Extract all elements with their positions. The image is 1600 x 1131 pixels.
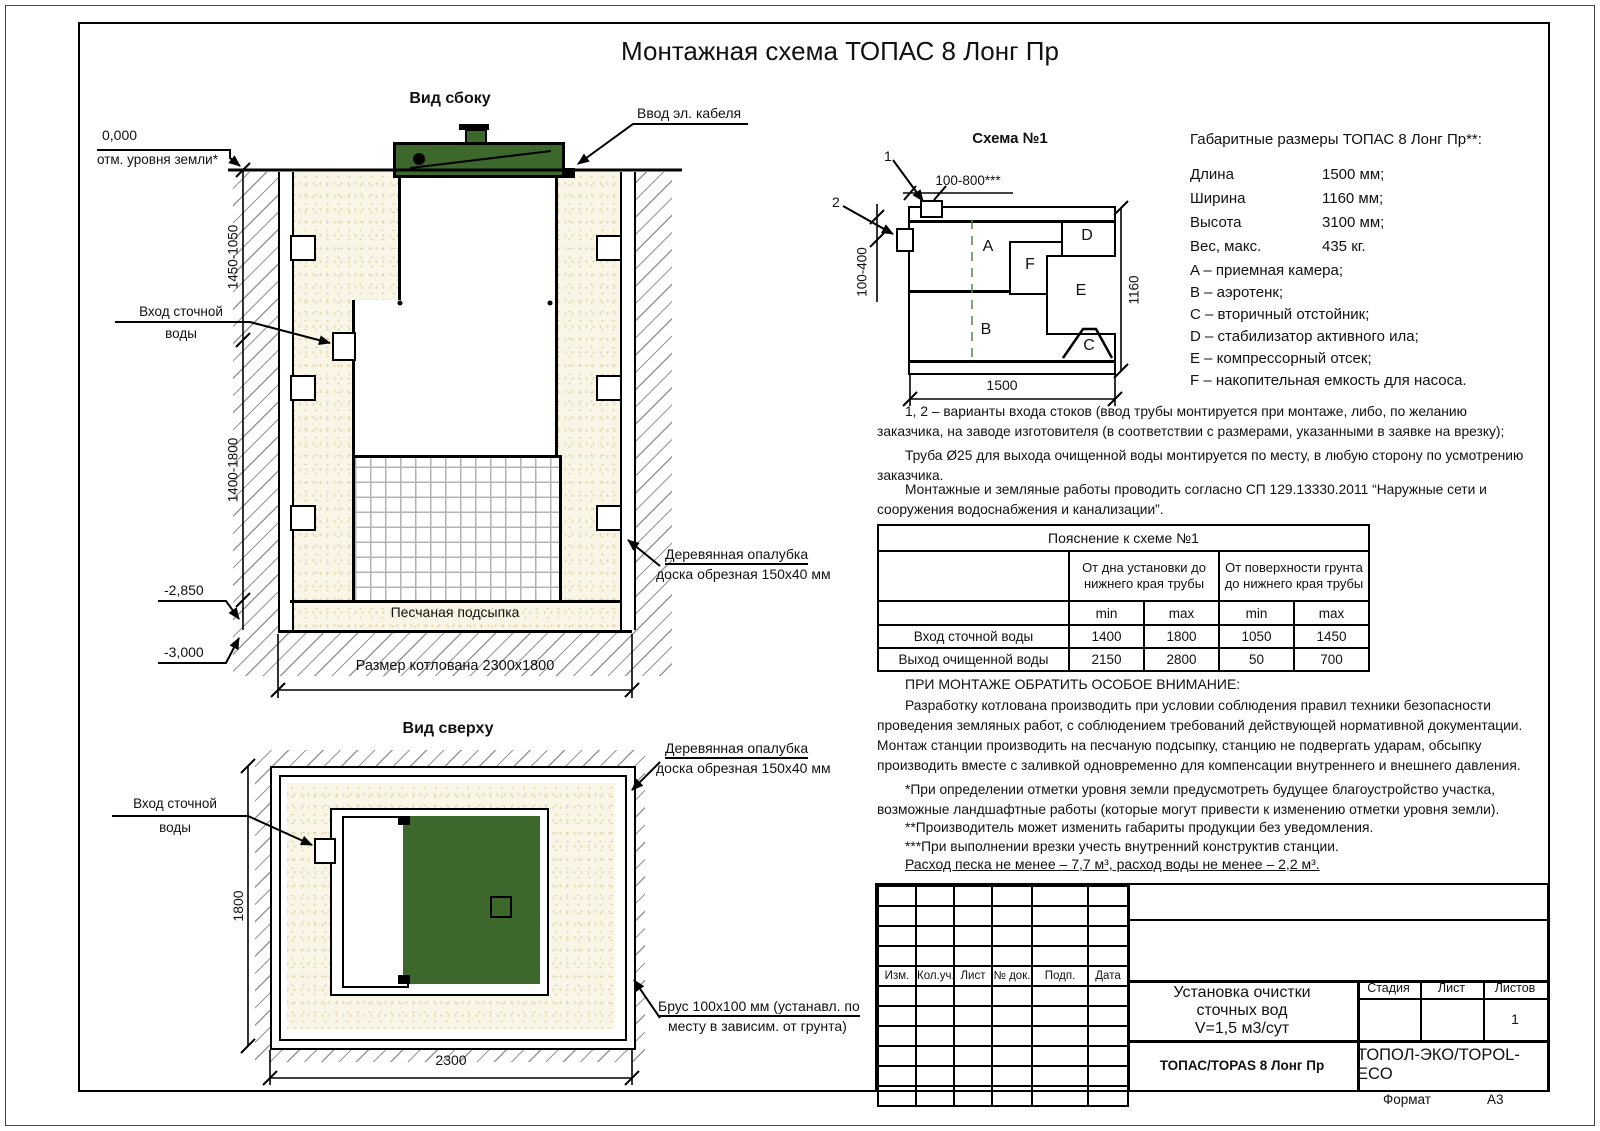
formwork-right [620, 172, 636, 630]
rev-cell [954, 1066, 992, 1086]
rev-cell [916, 1086, 954, 1106]
rev-cell [992, 926, 1032, 946]
formwork-cleat [596, 375, 622, 401]
rev-header-list: Лист [954, 966, 992, 986]
lid-hinge-bottom [398, 975, 410, 984]
doc-title-line2: сточных вод [1196, 1002, 1288, 1019]
beam-label-1: Брус 100x100 мм (устанавл. по [658, 998, 860, 1017]
schema-mark-2: 2 [832, 194, 840, 210]
min-header: min [1069, 601, 1144, 625]
rev-cell [916, 926, 954, 946]
rev-cell [1032, 1026, 1088, 1046]
legend-item: C – вторичный отстойник; [1190, 306, 1370, 323]
explain-col-group-2: От поверхности грунта до нижнего края трубы [1219, 551, 1369, 601]
tank-neck-top [342, 816, 409, 988]
page-title: Монтажная схема ТОПАС 8 Лонг Пр [621, 36, 1059, 66]
schema-inlet-2 [896, 228, 914, 252]
warning-body: Разработку котлована производить при условии соблюдения правил техники безопасности проведения земляных работ, с соблюдением требований действующей нормативной документации. Монтаж станции производить на песчаную подсыпку, станцию не подвергать ударам, обсыпку производить вместе с заливкой одновременно для компенсации внутреннего и внешнего давления. [877, 698, 1523, 773]
rev-cell [1088, 946, 1128, 966]
gravel-base [352, 455, 562, 603]
rev-header-podp: Подп. [1032, 966, 1088, 986]
cell-value: 1800 [1144, 625, 1219, 648]
rev-cell [1088, 1066, 1128, 1086]
schema-dim-bottom: 1500 [986, 377, 1018, 393]
lid-hinge-top [398, 816, 410, 825]
rev-cell [916, 986, 954, 1006]
revision-table [877, 885, 1129, 1107]
explain-table-title: Пояснение к схеме №1 [878, 525, 1369, 551]
vent-square-top [490, 896, 512, 918]
rev-cell [992, 986, 1032, 1006]
beam-label-2: месту в зависим. от грунта) [668, 1018, 847, 1034]
dim-1400-1800: 1400-1800 [225, 437, 241, 503]
rev-cell [954, 946, 992, 966]
schema-label-f: F [1025, 256, 1035, 273]
legend-item: B – аэротенк; [1190, 284, 1284, 301]
tank-lid-top [403, 816, 540, 984]
rev-cell [1088, 1046, 1128, 1066]
rev-cell [1088, 1086, 1128, 1106]
rev-cell [954, 926, 992, 946]
max-header: max [1294, 601, 1369, 625]
rev-cell [878, 1046, 916, 1066]
min-header: min [1219, 601, 1294, 625]
zero-elevation-label: 0,000 [102, 127, 138, 143]
formwork-cleat [290, 235, 316, 261]
max-header: max [1144, 601, 1219, 625]
schema-title: Схема №1 [972, 130, 1048, 147]
rev-cell [954, 1026, 992, 1046]
rev-cell [1088, 926, 1128, 946]
note-variants: 1, 2 – варианты входа стоков (ввод трубы монтируется при монтаже, либо, по желанию заказчика, на заводе изготовителя (в соответствии с размерами, указанными в заявке на врезку); [877, 404, 1505, 439]
cell-value: 2800 [1144, 648, 1219, 671]
spec-label: Длина [1190, 166, 1234, 183]
schema-dim-right: 1160 [1126, 275, 1142, 305]
row-label: Выход очищенной воды [878, 648, 1069, 671]
rev-header-data: Дата [1088, 966, 1128, 986]
elev-3000-label: -3,000 [164, 644, 204, 660]
cell-value: 1400 [1069, 625, 1144, 648]
sheets-value: 1 [1511, 1011, 1519, 1027]
rev-cell [954, 986, 992, 1006]
sand-bedding-label: Песчаная подсыпка [390, 604, 520, 620]
rev-cell [992, 1026, 1032, 1046]
rev-cell [916, 946, 954, 966]
schema-label-c: C [1083, 337, 1095, 354]
stage-header: Стадия [1367, 981, 1410, 995]
side-view-label: Вид сбоку [409, 90, 491, 107]
schema-dim-top: 100-800*** [935, 173, 1001, 188]
rev-cell [1032, 1006, 1088, 1026]
tank-neck [398, 172, 558, 300]
schema-label-b: B [980, 321, 992, 338]
dim-1450-1050: 1450-1050 [225, 224, 241, 290]
inlet-label-top-2: воды [159, 820, 191, 835]
schema-dim-left: 100-400 [854, 247, 870, 297]
inlet-pipe-side [332, 332, 356, 361]
pit-size-label: Размер котлована 2300x1800 [355, 658, 555, 674]
pit-bottom-line [278, 630, 632, 633]
warning-footnote-2: **Производитель может изменить габариты продукции без уведомления. [905, 820, 1374, 835]
inlet-label-side-1: Вход сточной [139, 304, 223, 319]
explain-table [877, 524, 1370, 672]
formwork-cleat [596, 235, 622, 261]
row-label: Вход сточной воды [878, 625, 1069, 648]
tb-hline-1 [1127, 919, 1547, 921]
rev-cell [1088, 1026, 1128, 1046]
rev-cell [878, 946, 916, 966]
spec-label: Высота [1190, 214, 1242, 231]
schema-label-a: A [982, 238, 994, 255]
rev-cell [878, 926, 916, 946]
cell-value: 700 [1294, 648, 1369, 671]
rev-cell [954, 886, 992, 906]
schema-bottom-line [910, 360, 1114, 363]
rev-cell [916, 1066, 954, 1086]
rev-cell [992, 1066, 1032, 1086]
product-name: ТОПАС/TOPAS 8 Лонг Пр [1159, 1057, 1325, 1073]
cell-value: 1450 [1294, 625, 1369, 648]
schema-mark-1: 1 [884, 148, 892, 164]
rev-cell [954, 1046, 992, 1066]
sheets-header: Листов [1494, 981, 1536, 995]
legend-item: E – компрессорный отсек; [1190, 350, 1372, 367]
cable-entry-label: Ввод эл. кабеля [637, 105, 742, 121]
formwork-cleat [290, 505, 316, 531]
rev-cell [878, 1026, 916, 1046]
spec-value: 1500 мм; [1322, 166, 1385, 183]
explain-empty-cell [878, 601, 1069, 625]
explain-col-group-1: От дна установки до нижнего края трубы [1069, 551, 1219, 601]
sheet-header: Лист [1437, 981, 1466, 995]
rev-cell [1088, 1006, 1128, 1026]
rev-cell [954, 906, 992, 926]
legend-item: A – приемная камера; [1190, 262, 1344, 279]
cable-entry-point [563, 168, 575, 178]
rev-cell [878, 986, 916, 1006]
rev-cell [992, 906, 1032, 926]
company-name: ТОПОЛ-ЭКО/TOPOL-ECO [1357, 1046, 1520, 1083]
formwork-label-top-1: Деревянная опалубка [665, 740, 808, 759]
spec-label: Ширина [1190, 190, 1246, 207]
schema-label-e: E [1075, 282, 1087, 299]
cell-value: 2150 [1069, 648, 1144, 671]
tank-body [352, 300, 558, 455]
formwork-label-side-2: доска обрезная 150x40 мм [656, 566, 831, 582]
format-value: А3 [1487, 1092, 1504, 1107]
rev-cell [954, 1086, 992, 1106]
rev-cell [916, 906, 954, 926]
spec-value: 3100 мм; [1322, 214, 1385, 231]
doc-title [1127, 982, 1357, 1040]
rev-cell [1032, 946, 1088, 966]
doc-title-line3: V=1,5 м3/сут [1194, 1020, 1290, 1037]
rev-cell [1032, 926, 1088, 946]
rev-cell [1032, 1066, 1088, 1086]
rev-cell [916, 1006, 954, 1026]
rev-cell [1032, 986, 1088, 1006]
rev-header-koluch: Кол.уч. [916, 966, 954, 986]
rev-cell [916, 886, 954, 906]
rev-cell [878, 1066, 916, 1086]
rev-header-ndok: № док. [992, 966, 1032, 986]
rev-cell [992, 1006, 1032, 1026]
inlet-label-side-2: воды [165, 326, 197, 341]
rev-cell [1032, 906, 1088, 926]
schema-ab-divider [910, 290, 1009, 293]
rev-cell [878, 1086, 916, 1106]
schema-inlet-1 [920, 200, 943, 218]
warning-footnote-3: ***При выполнении врезки учесть внутренний конструктив станции. [905, 839, 1339, 854]
dim-1800: 1800 [230, 890, 246, 922]
tank-lid [393, 142, 565, 178]
rev-cell [1032, 1046, 1088, 1066]
ground-level-note: отм. уровня земли* [97, 152, 218, 167]
formwork-cleat [596, 505, 622, 531]
dim-2300: 2300 [435, 1052, 467, 1068]
rev-cell [878, 906, 916, 926]
rev-cell [992, 1046, 1032, 1066]
formwork-label-top-2: доска обрезная 150x40 мм [656, 760, 831, 776]
bedding-top-line [290, 600, 620, 603]
warning-heading: ПРИ МОНТАЖЕ ОБРАТИТЬ ОСОБОЕ ВНИМАНИЕ: [905, 676, 1241, 692]
inlet-pipe-top [314, 838, 336, 864]
spec-value: 435 кг. [1322, 238, 1366, 255]
explain-empty-cell [878, 551, 1069, 601]
elev-2850-label: -2,850 [164, 582, 204, 598]
rev-header-izm: Изм. [878, 966, 916, 986]
cell-value: 50 [1219, 648, 1294, 671]
spec-label: Вес, макс. [1190, 238, 1262, 255]
formwork-label-side-1: Деревянная опалубка [665, 546, 808, 565]
spec-value: 1160 мм; [1322, 190, 1384, 207]
rev-cell [1088, 986, 1128, 1006]
inlet-label-top-1: Вход сточной [133, 796, 217, 811]
rev-cell [992, 1086, 1032, 1106]
rev-cell [992, 946, 1032, 966]
rev-cell [916, 1026, 954, 1046]
rev-cell [916, 1046, 954, 1066]
rev-cell [954, 1006, 992, 1026]
rev-cell [878, 1006, 916, 1026]
title-block [875, 883, 1549, 1092]
formwork-cleat [290, 375, 316, 401]
rev-cell [1032, 886, 1088, 906]
schema-label-d: D [1081, 227, 1093, 244]
warning-footnote-1: *При определении отметки уровня земли предусмотреть будущее благоустройство участка, возможные ландшафтные работы (которые могут привести к изменению отметки уровня земли). [877, 782, 1500, 817]
note-sp: Монтажные и земляные работы проводить согласно СП 129.13330.2011 “Наружные сети и сооружения водоснабжения и канализации”. [877, 482, 1487, 517]
top-view-label: Вид сверху [402, 720, 494, 737]
rev-cell [992, 886, 1032, 906]
format-label: Формат [1383, 1092, 1431, 1107]
rev-cell [1088, 886, 1128, 906]
rev-cell [1088, 906, 1128, 926]
legend-item: D – стабилизатор активного ила; [1190, 328, 1419, 345]
note-pipe: Труба Ø25 для выхода очищенной воды монтируется по месту, в любую сторону по усмотрению заказчика. [877, 448, 1524, 483]
cell-value: 1050 [1219, 625, 1294, 648]
legend-item: F – накопительная емкость для насоса. [1190, 372, 1467, 389]
doc-title-line1: Установка очистки [1173, 984, 1311, 1001]
rev-cell [1032, 1086, 1088, 1106]
rev-cell [878, 886, 916, 906]
specs-title: Габаритные размеры ТОПАС 8 Лонг Пр**: [1190, 131, 1482, 148]
consumption-note: Расход песка не менее – 7,7 м³, расход воды не менее – 2,2 м³. [905, 856, 1320, 872]
